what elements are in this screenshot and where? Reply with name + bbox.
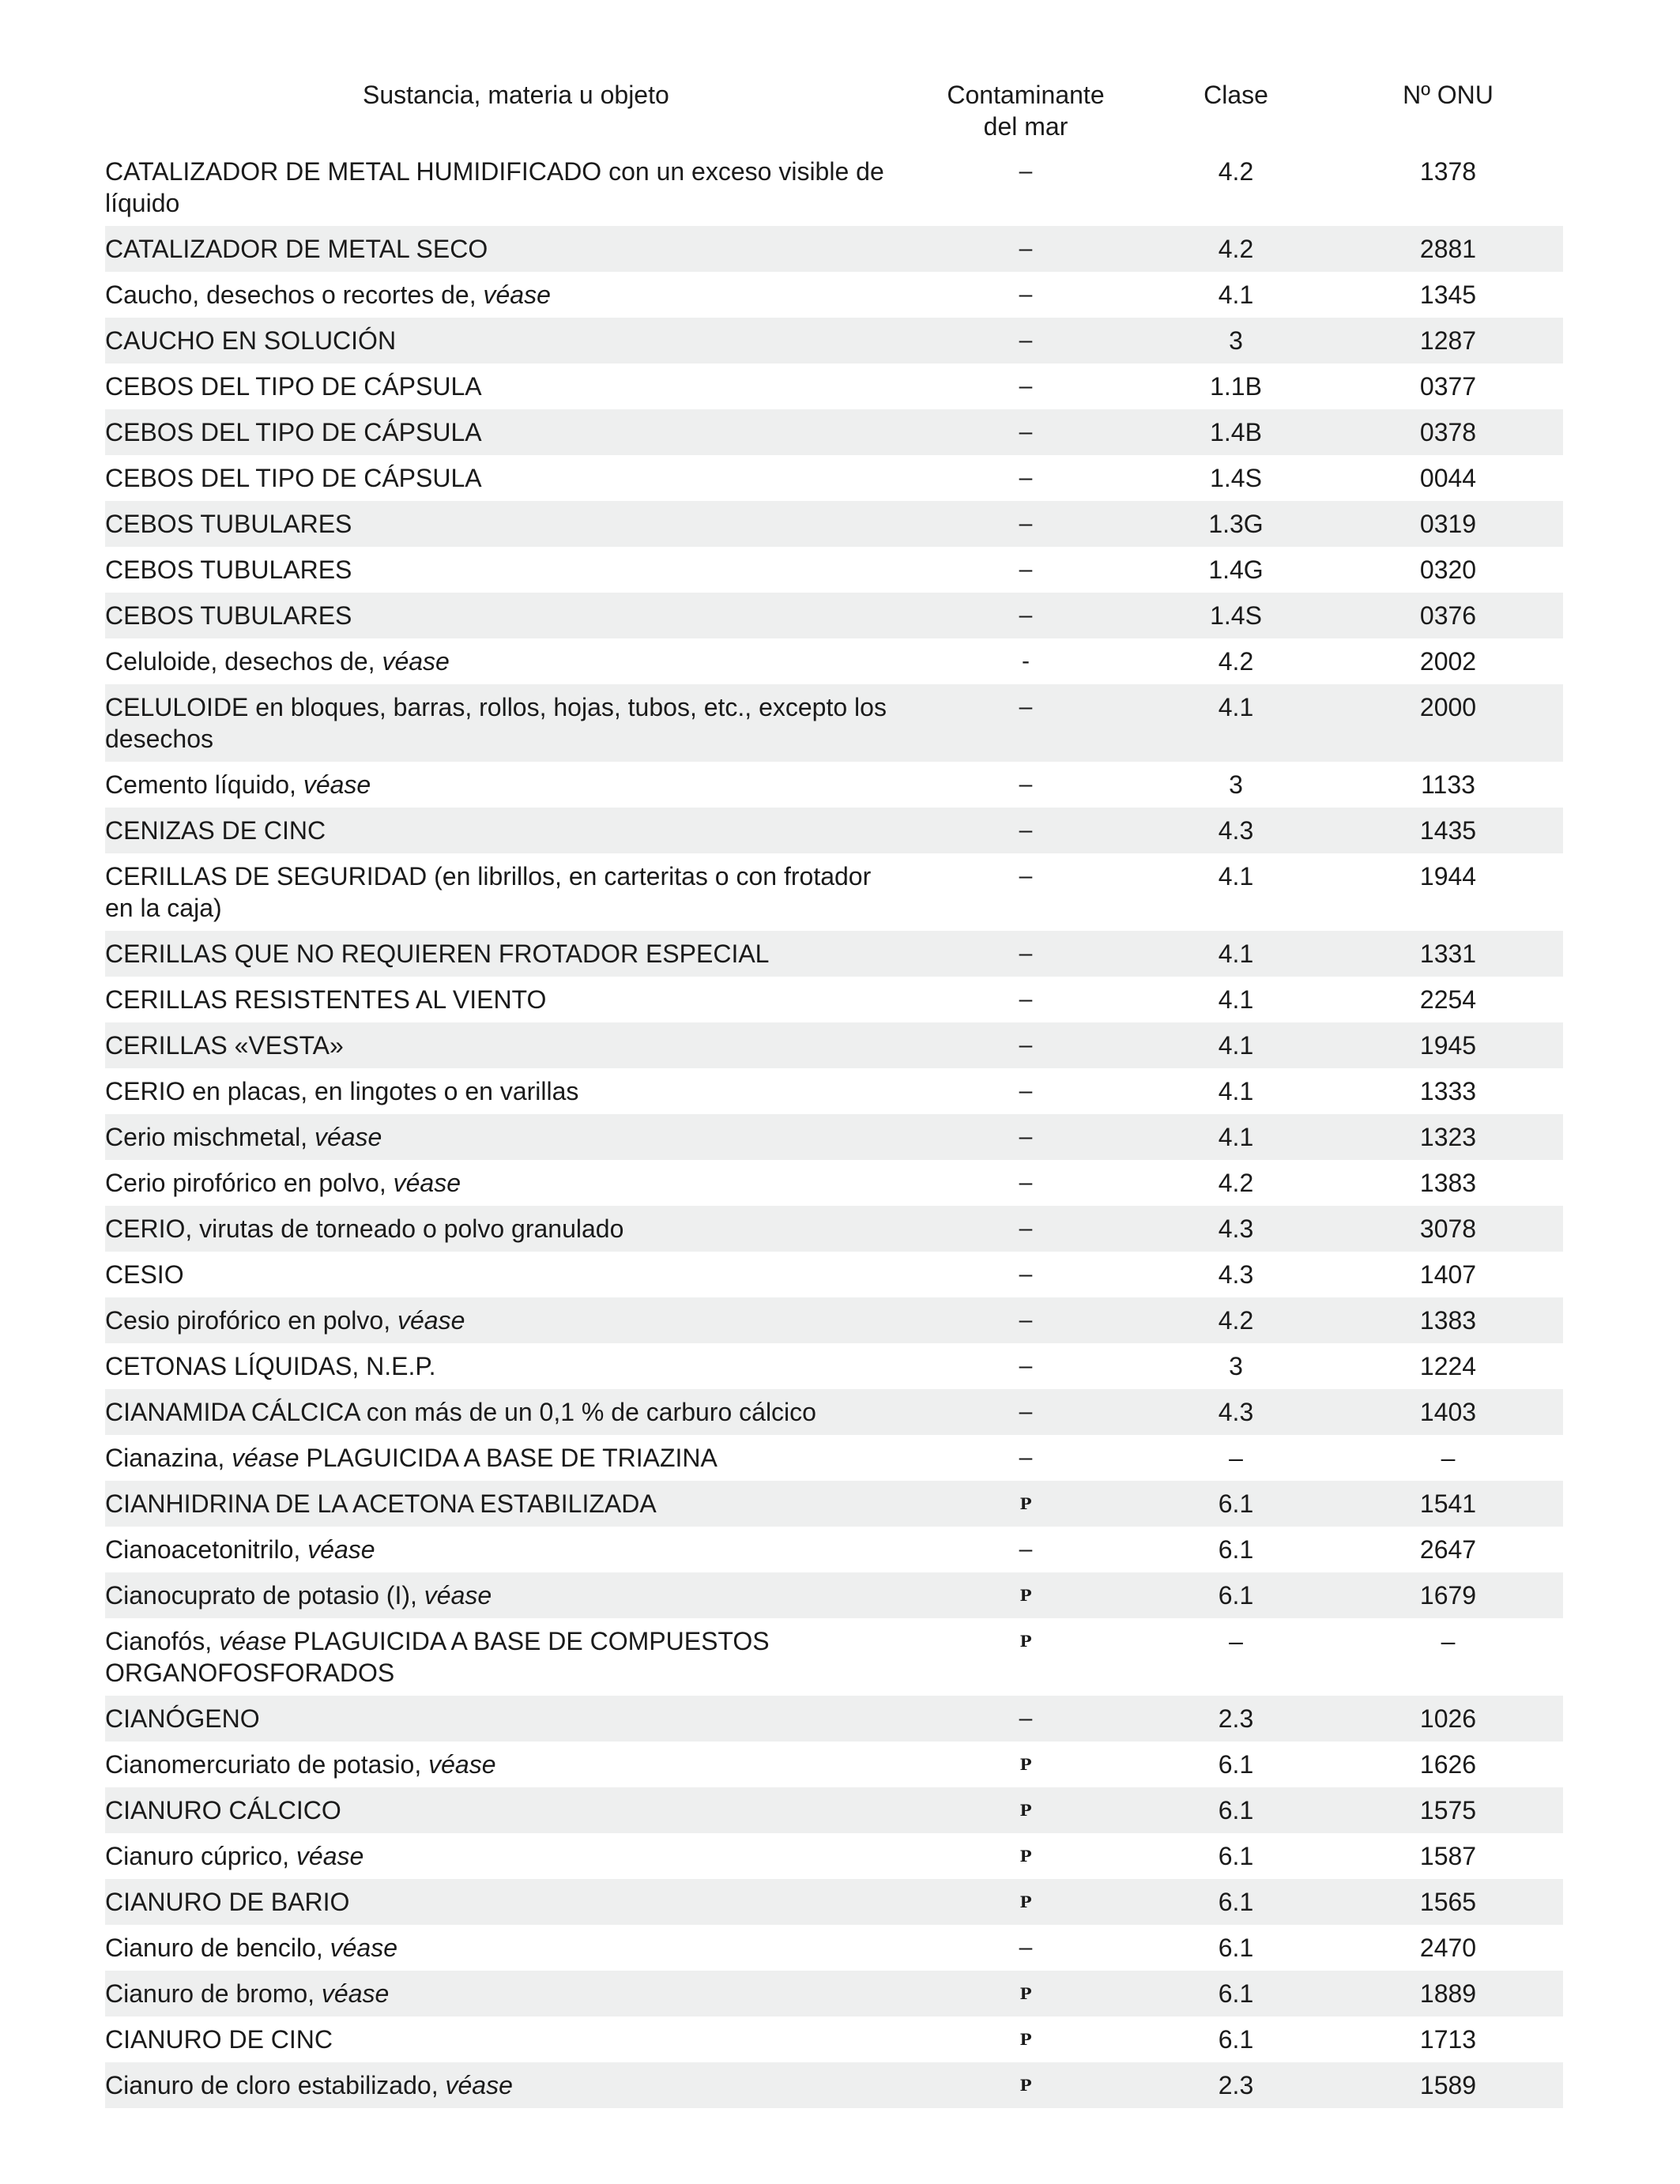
substance-name: CEBOS TUBULARES: [105, 601, 352, 630]
cell-class: 4.3: [1139, 808, 1333, 853]
cell-un-number: 1679: [1333, 1572, 1563, 1618]
cell-un-number: 2881: [1333, 226, 1563, 272]
header-marine-line1: Contaminante: [947, 81, 1105, 109]
table-row: [105, 853, 1563, 931]
substance-name: CIANURO CÁLCICO: [105, 1796, 341, 1824]
substance-name: Cesio pirofórico en polvo,: [105, 1306, 391, 1335]
see-reference: véase: [382, 647, 450, 676]
cell-class: 4.2: [1218, 1169, 1254, 1197]
cell-marine-pollutant: P: [913, 1879, 1139, 1925]
substance-name: CEBOS TUBULARES: [105, 555, 352, 584]
cell-substance: [105, 1206, 913, 1252]
cell-substance: [105, 931, 913, 977]
substance-name: Cianuro de bromo,: [105, 1979, 315, 2008]
cell-substance: [105, 1971, 913, 2016]
substance-name: CERIO, virutas de torneado o polvo granulado: [105, 1214, 624, 1243]
cell-class: 2.3: [1139, 1696, 1333, 1742]
cell-marine-pollutant: –: [1019, 373, 1033, 399]
cell-substance: [105, 149, 913, 226]
cell-marine-pollutant: –: [1019, 556, 1033, 582]
cell-marine-pollutant: P: [1019, 1847, 1032, 1866]
cell-marine-pollutant: –: [1019, 1353, 1033, 1379]
cell-marine-pollutant: –: [1019, 863, 1033, 889]
cell-un-number: 1383: [1419, 1169, 1477, 1197]
table-row: [105, 1618, 1563, 1696]
table-row: [105, 1068, 1563, 1114]
cell-un-number: 1541: [1333, 1481, 1563, 1527]
cell-class: 4.1: [1218, 862, 1254, 891]
table-row: [105, 1696, 1563, 1742]
cell-un-number: 0319: [1333, 501, 1563, 547]
cell-marine-pollutant: –: [913, 593, 1139, 638]
see-reference: véase: [296, 1842, 364, 1870]
table-row: [105, 593, 1563, 638]
cell-class: 3: [1139, 318, 1333, 363]
cell-substance: [105, 1787, 913, 1833]
cell-substance: [105, 363, 913, 409]
header-marine-line2: del mar: [983, 112, 1068, 141]
cell-substance: [105, 2016, 913, 2062]
substance-name: CIANURO DE CINC: [105, 2025, 333, 2054]
substance-name: Caucho, desechos o recortes de,: [105, 281, 477, 309]
table-row: [105, 1252, 1563, 1297]
cell-class: 1.4S: [1210, 464, 1262, 492]
cell-class: –: [1229, 1627, 1243, 1655]
substance-name: CIANAMIDA CÁLCICA con más de un 0,1 % de carburo cálcico: [105, 1398, 816, 1426]
cell-substance: [105, 1068, 913, 1114]
substance-name: CETONAS LÍQUIDAS, N.E.P.: [105, 1352, 436, 1380]
cell-class: 4.2: [1218, 157, 1254, 186]
cell-un-number: 1565: [1333, 1879, 1563, 1925]
header-substance: Sustancia, materia u objeto: [363, 81, 669, 109]
cell-un-number: 1626: [1419, 1750, 1477, 1779]
cell-class: 1.4G: [1208, 555, 1264, 584]
cell-class: –: [1229, 1444, 1243, 1472]
cell-substance: [105, 1435, 913, 1481]
cell-un-number: 1944: [1419, 862, 1477, 891]
cell-marine-pollutant: –: [913, 409, 1139, 455]
cell-substance: [105, 684, 913, 762]
cell-class: 6.1: [1139, 1879, 1333, 1925]
table-row: [105, 409, 1563, 455]
cell-class: 6.1: [1218, 1934, 1254, 1962]
cell-marine-pollutant: –: [913, 1022, 1139, 1068]
cell-class: 6.1: [1139, 1572, 1333, 1618]
table-row: [105, 501, 1563, 547]
header-un-number: Nº ONU: [1403, 81, 1494, 109]
cell-marine-pollutant: P: [913, 1787, 1139, 1833]
table-row: [105, 977, 1563, 1022]
cell-un-number: –: [1441, 1444, 1456, 1472]
cell-substance: [105, 1572, 913, 1618]
cell-substance: [105, 1879, 913, 1925]
table-row: [105, 1787, 1563, 1833]
cell-substance: [105, 853, 913, 931]
substance-name: Cianazina,: [105, 1444, 225, 1472]
substance-name: CERILLAS QUE NO REQUIEREN FROTADOR ESPECIAL: [105, 939, 770, 968]
see-target: PLAGUICIDA A BASE DE COMPUESTOS ORGANOFOSFORADOS: [105, 1627, 770, 1687]
cell-un-number: 0320: [1419, 555, 1477, 584]
cell-marine-pollutant: –: [913, 501, 1139, 547]
cell-marine-pollutant: P: [1019, 2030, 1032, 2049]
table-row: [105, 318, 1563, 363]
table-row: [105, 547, 1563, 593]
substance-name: CEBOS TUBULARES: [105, 510, 352, 538]
cell-un-number: 1435: [1333, 808, 1563, 853]
table-row: [105, 1343, 1563, 1389]
cell-marine-pollutant: –: [1019, 1078, 1033, 1104]
table-row: [105, 1160, 1563, 1206]
substance-name: Cianuro de bencilo,: [105, 1934, 323, 1962]
cell-marine-pollutant: –: [1019, 1261, 1033, 1287]
substance-name: Cerio pirofórico en polvo,: [105, 1169, 386, 1197]
table-row: [105, 1114, 1563, 1160]
cell-substance: [105, 1252, 913, 1297]
substance-name: CESIO: [105, 1260, 184, 1289]
cell-substance: [105, 1389, 913, 1435]
substance-name: Cemento líquido,: [105, 770, 296, 799]
cell-substance: [105, 1297, 913, 1343]
see-reference: véase: [330, 1934, 398, 1962]
table-body: [105, 149, 1563, 2108]
cell-class: 6.1: [1218, 1750, 1254, 1779]
see-reference: véase: [321, 1979, 390, 2008]
cell-class: 4.3: [1218, 1260, 1254, 1289]
substance-name: CATALIZADOR DE METAL SECO: [105, 235, 488, 263]
table-row: [105, 455, 1563, 501]
substance-name: CEBOS DEL TIPO DE CÁPSULA: [105, 372, 482, 401]
see-reference: véase: [397, 1306, 465, 1335]
table-row: [105, 1572, 1563, 1618]
table-row: [105, 1742, 1563, 1787]
substance-name: Cianofós,: [105, 1627, 213, 1655]
cell-marine-pollutant: –: [913, 931, 1139, 977]
table-row: [105, 1925, 1563, 1971]
cell-un-number: 0376: [1333, 593, 1563, 638]
cell-marine-pollutant: –: [913, 1297, 1139, 1343]
cell-marine-pollutant: P: [1019, 1755, 1032, 1774]
cell-un-number: 1945: [1333, 1022, 1563, 1068]
document-page: [105, 79, 1563, 2108]
cell-class: 1.4B: [1139, 409, 1333, 455]
see-reference: véase: [445, 2071, 513, 2099]
table-row: [105, 1971, 1563, 2016]
see-reference: véase: [232, 1444, 299, 1472]
cell-substance: [105, 1925, 913, 1971]
table-row: [105, 363, 1563, 409]
cell-substance: [105, 808, 913, 853]
cell-un-number: 1026: [1333, 1696, 1563, 1742]
cell-class: 6.1: [1139, 1481, 1333, 1527]
see-reference: véase: [303, 770, 371, 799]
cell-substance: [105, 1481, 913, 1527]
cell-marine-pollutant: -: [1022, 648, 1030, 674]
cell-un-number: 1889: [1333, 1971, 1563, 2016]
cell-marine-pollutant: –: [1019, 465, 1033, 491]
cell-marine-pollutant: –: [1019, 1444, 1033, 1470]
cell-substance: [105, 1618, 913, 1696]
substance-name: Cianuro cúprico,: [105, 1842, 289, 1870]
cell-marine-pollutant: –: [1019, 281, 1033, 307]
cell-class: 6.1: [1218, 2025, 1254, 2054]
cell-class: 2.3: [1139, 2062, 1333, 2108]
cell-substance: [105, 547, 913, 593]
table-row: [105, 1879, 1563, 1925]
cell-class: 4.1: [1139, 1022, 1333, 1068]
cell-un-number: 1713: [1419, 2025, 1477, 2054]
cell-marine-pollutant: –: [913, 1206, 1139, 1252]
cell-marine-pollutant: –: [913, 1389, 1139, 1435]
cell-substance: [105, 1114, 913, 1160]
table-row: [105, 149, 1563, 226]
substance-name: Cianocuprato de potasio (I),: [105, 1581, 417, 1610]
table-row: [105, 808, 1563, 853]
header-marine-pollutant: [913, 79, 1139, 149]
cell-un-number: 1407: [1419, 1260, 1477, 1289]
cell-marine-pollutant: P: [913, 1971, 1139, 2016]
cell-substance: [105, 1160, 913, 1206]
table-row: [105, 1206, 1563, 1252]
cell-class: 4.1: [1139, 1114, 1333, 1160]
cell-substance: [105, 2062, 913, 2108]
cell-marine-pollutant: –: [1019, 158, 1033, 184]
cell-marine-pollutant: P: [1019, 1632, 1032, 1651]
cell-class: 4.1: [1139, 684, 1333, 762]
see-reference: véase: [219, 1627, 287, 1655]
substance-name: Cianomercuriato de potasio,: [105, 1750, 422, 1779]
cell-class: 6.1: [1139, 1787, 1333, 1833]
cell-class: 6.1: [1218, 1842, 1254, 1870]
substance-name: CENIZAS DE CINC: [105, 816, 326, 845]
substance-name: CIANURO DE BARIO: [105, 1888, 350, 1916]
table-row: [105, 226, 1563, 272]
see-target: PLAGUICIDA A BASE DE TRIAZINA: [306, 1444, 718, 1472]
cell-substance: [105, 501, 913, 547]
see-reference: véase: [393, 1169, 461, 1197]
cell-class: 1.3G: [1139, 501, 1333, 547]
cell-marine-pollutant: –: [1019, 1536, 1033, 1562]
cell-marine-pollutant: –: [913, 684, 1139, 762]
cell-un-number: 1331: [1333, 931, 1563, 977]
substance-name: Cianuro de cloro estabilizado,: [105, 2071, 439, 2099]
cell-un-number: 0377: [1419, 372, 1477, 401]
substance-name: CATALIZADOR DE METAL HUMIDIFICADO con un exceso visible de líquido: [105, 157, 884, 217]
substance-name: CIANHIDRINA DE LA ACETONA ESTABILIZADA: [105, 1489, 657, 1518]
table-row: [105, 931, 1563, 977]
table-header: [105, 79, 1563, 149]
table-row: [105, 638, 1563, 684]
substance-name: CEBOS DEL TIPO DE CÁPSULA: [105, 418, 482, 446]
cell-un-number: 1378: [1419, 157, 1477, 186]
table-row: [105, 762, 1563, 808]
table-row: [105, 1297, 1563, 1343]
substance-name: CEBOS DEL TIPO DE CÁPSULA: [105, 464, 482, 492]
cell-class: 4.3: [1139, 1389, 1333, 1435]
cell-marine-pollutant: P: [913, 1572, 1139, 1618]
substance-name: CAUCHO EN SOLUCIÓN: [105, 326, 397, 355]
cell-marine-pollutant: –: [913, 808, 1139, 853]
substance-name: CIANÓGENO: [105, 1704, 260, 1733]
cell-marine-pollutant: –: [1019, 986, 1033, 1012]
cell-substance: [105, 593, 913, 638]
cell-substance: [105, 409, 913, 455]
see-reference: véase: [428, 1750, 496, 1779]
see-reference: véase: [307, 1535, 375, 1564]
cell-un-number: 1224: [1419, 1352, 1477, 1380]
cell-class: 1.1B: [1210, 372, 1262, 401]
cell-un-number: 1287: [1333, 318, 1563, 363]
cell-substance: [105, 272, 913, 318]
cell-class: 4.1: [1218, 1077, 1254, 1105]
cell-substance: [105, 977, 913, 1022]
cell-un-number: 2000: [1333, 684, 1563, 762]
cell-un-number: 1575: [1333, 1787, 1563, 1833]
substance-name: CERIO en placas, en lingotes o en varillas: [105, 1077, 579, 1105]
cell-class: 3: [1229, 1352, 1243, 1380]
cell-marine-pollutant: P: [913, 1481, 1139, 1527]
table-row: [105, 1481, 1563, 1527]
cell-marine-pollutant: –: [913, 1114, 1139, 1160]
table-row: [105, 2016, 1563, 2062]
see-reference: véase: [314, 1123, 382, 1151]
cell-un-number: 1587: [1419, 1842, 1477, 1870]
cell-un-number: 1383: [1333, 1297, 1563, 1343]
cell-substance: [105, 638, 913, 684]
cell-un-number: 1323: [1333, 1114, 1563, 1160]
substance-name: Cianoacetonitrilo,: [105, 1535, 301, 1564]
cell-marine-pollutant: P: [913, 2062, 1139, 2108]
cell-un-number: 1403: [1333, 1389, 1563, 1435]
cell-class: 6.1: [1218, 1535, 1254, 1564]
header-class: Clase: [1203, 81, 1268, 109]
cell-un-number: 2647: [1419, 1535, 1477, 1564]
substance-name: CELULOIDE en bloques, barras, rollos, hojas, tubos, etc., excepto los desechos: [105, 693, 887, 753]
substance-name: CERILLAS «VESTA»: [105, 1031, 344, 1060]
cell-marine-pollutant: –: [1019, 1934, 1033, 1960]
cell-class: 6.1: [1139, 1971, 1333, 2016]
dangerous-goods-table: [105, 79, 1563, 2108]
cell-substance: [105, 1696, 913, 1742]
cell-un-number: 0044: [1419, 464, 1477, 492]
cell-substance: [105, 1022, 913, 1068]
see-reference: véase: [483, 281, 551, 309]
table-row: [105, 2062, 1563, 2108]
table-row: [105, 684, 1563, 762]
cell-class: 4.1: [1218, 985, 1254, 1014]
table-row: [105, 1022, 1563, 1068]
cell-un-number: 2254: [1419, 985, 1477, 1014]
cell-marine-pollutant: –: [1019, 1169, 1033, 1196]
cell-substance: [105, 226, 913, 272]
cell-class: 4.3: [1139, 1206, 1333, 1252]
cell-un-number: 1333: [1419, 1077, 1477, 1105]
cell-class: 4.1: [1218, 281, 1254, 309]
cell-class: 4.2: [1139, 1297, 1333, 1343]
substance-name: CERILLAS RESISTENTES AL VIENTO: [105, 985, 547, 1014]
cell-class: 1.4S: [1139, 593, 1333, 638]
cell-substance: [105, 762, 913, 808]
substance-name: CERILLAS DE SEGURIDAD (en librillos, en carteritas o con frotador en la caja): [105, 862, 872, 922]
cell-marine-pollutant: –: [913, 1696, 1139, 1742]
cell-marine-pollutant: –: [913, 318, 1139, 363]
cell-class: 4.2: [1139, 226, 1333, 272]
cell-class: 3: [1229, 770, 1243, 799]
cell-substance: [105, 1343, 913, 1389]
see-reference: véase: [424, 1581, 492, 1610]
cell-un-number: 0378: [1333, 409, 1563, 455]
cell-marine-pollutant: –: [913, 226, 1139, 272]
table-row: [105, 1833, 1563, 1879]
substance-name: Celuloide, desechos de,: [105, 647, 375, 676]
cell-substance: [105, 1833, 913, 1879]
cell-substance: [105, 318, 913, 363]
substance-name: Cerio mischmetal,: [105, 1123, 308, 1151]
cell-substance: [105, 1742, 913, 1787]
table-row: [105, 1527, 1563, 1572]
table-row: [105, 1435, 1563, 1481]
cell-class: 4.2: [1218, 647, 1254, 676]
cell-un-number: 1133: [1421, 770, 1475, 799]
cell-substance: [105, 1527, 913, 1572]
cell-class: 4.1: [1139, 931, 1333, 977]
cell-un-number: 1345: [1419, 281, 1477, 309]
cell-un-number: 1589: [1333, 2062, 1563, 2108]
cell-un-number: 3078: [1333, 1206, 1563, 1252]
cell-substance: [105, 455, 913, 501]
table-row: [105, 272, 1563, 318]
table-row: [105, 1389, 1563, 1435]
cell-un-number: –: [1441, 1627, 1456, 1655]
cell-un-number: 2470: [1419, 1934, 1477, 1962]
cell-marine-pollutant: –: [1019, 771, 1033, 797]
cell-un-number: 2002: [1419, 647, 1477, 676]
